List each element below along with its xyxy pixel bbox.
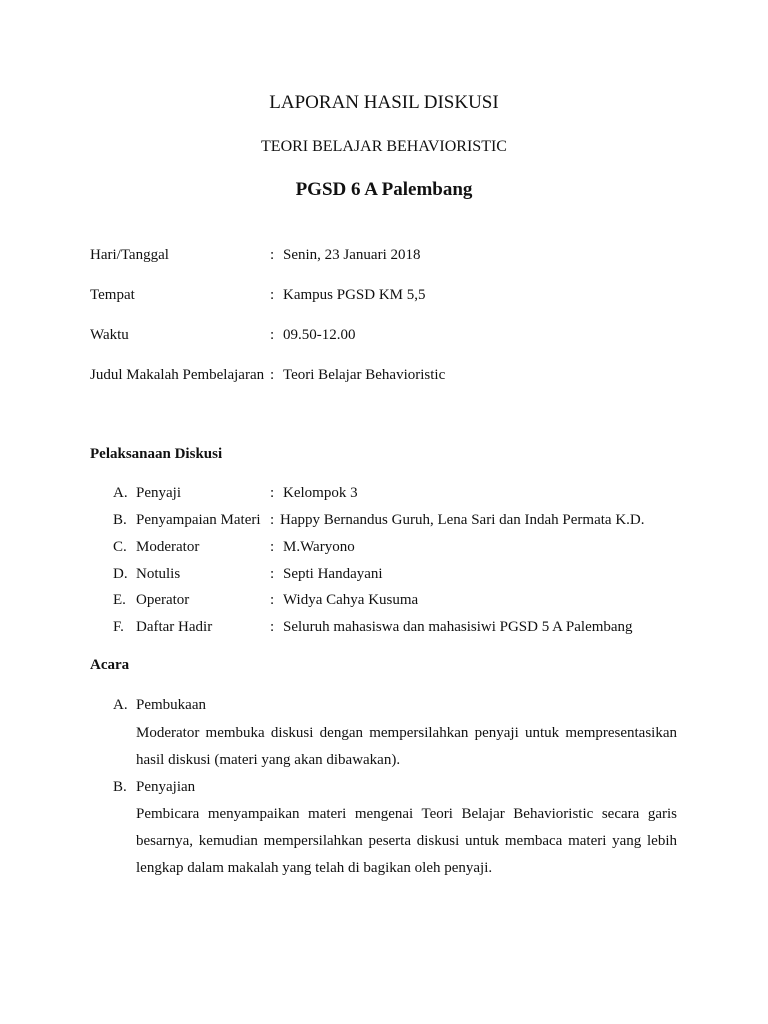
- info-colon: :: [270, 287, 275, 303]
- info-label: Waktu: [90, 327, 129, 343]
- list-colon: :: [270, 592, 275, 608]
- info-value: Kampus PGSD KM 5,5: [283, 287, 426, 303]
- acara-paragraph: Pembicara menyampaikan materi mengenai Teori Belajar Behavioristic secara garis besarnya, kemudian mempersilahkan peserta diskusi untuk membaca materi yang lebih lengkap dalam makalah yang telah di bagikan oleh penyaji.: [136, 806, 677, 876]
- section-heading-pelaksanaan: Pelaksanaan Diskusi: [90, 446, 223, 462]
- list-letter: C.: [113, 539, 127, 555]
- list-letter: B.: [113, 779, 127, 795]
- list-label: Penyaji: [136, 485, 181, 501]
- info-colon: :: [270, 367, 275, 383]
- list-colon: :: [270, 619, 275, 635]
- list-value: M.Waryono: [283, 539, 355, 555]
- list-colon: :: [270, 566, 275, 582]
- list-value: Widya Cahya Kusuma: [283, 592, 419, 608]
- acara-paragraph: Moderator membuka diskusi dengan mempersilahkan penyaji untuk mempresentasikan hasil diskusi (materi yang akan dibawakan).: [136, 725, 677, 768]
- list-letter: B.: [113, 512, 127, 528]
- list-value: Happy Bernandus Guruh, Lena Sari dan Indah Permata K.D.: [280, 512, 645, 528]
- list-letter: A.: [113, 697, 128, 713]
- document-subtitle: TEORI BELAJAR BEHAVIORISTIC: [261, 138, 507, 155]
- list-letter: A.: [113, 485, 128, 501]
- document-title: LAPORAN HASIL DISKUSI: [269, 92, 499, 113]
- info-label: Hari/Tanggal: [90, 247, 169, 263]
- list-value: Kelompok 3: [283, 485, 358, 501]
- list-colon: :: [270, 539, 275, 555]
- list-colon: :: [270, 512, 275, 528]
- list-value: Seluruh mahasiswa dan mahasisiwi PGSD 5 A Palembang: [283, 619, 633, 635]
- info-value: Teori Belajar Behavioristic: [283, 367, 446, 383]
- section-heading-acara: Acara: [90, 657, 130, 673]
- list-label: Operator: [136, 592, 190, 608]
- info-value: 09.50-12.00: [283, 327, 356, 343]
- class-name: PGSD 6 A Palembang: [295, 179, 473, 200]
- info-value: Senin, 23 Januari 2018: [283, 247, 421, 263]
- list-label: Pembukaan: [136, 697, 206, 713]
- info-label: Tempat: [90, 287, 135, 303]
- list-value: Septi Handayani: [283, 566, 383, 582]
- info-colon: :: [270, 247, 275, 263]
- list-letter: D.: [113, 566, 128, 582]
- list-label: Penyajian: [136, 779, 196, 795]
- list-letter: E.: [113, 592, 126, 608]
- list-label: Penyampaian Materi: [136, 512, 261, 528]
- list-label: Notulis: [136, 566, 181, 582]
- info-colon: :: [270, 327, 275, 343]
- list-label: Daftar Hadir: [136, 619, 213, 635]
- info-label: Judul Makalah Pembelajaran: [90, 367, 265, 383]
- list-letter: F.: [113, 619, 124, 635]
- list-label: Moderator: [136, 539, 200, 555]
- list-colon: :: [270, 485, 275, 501]
